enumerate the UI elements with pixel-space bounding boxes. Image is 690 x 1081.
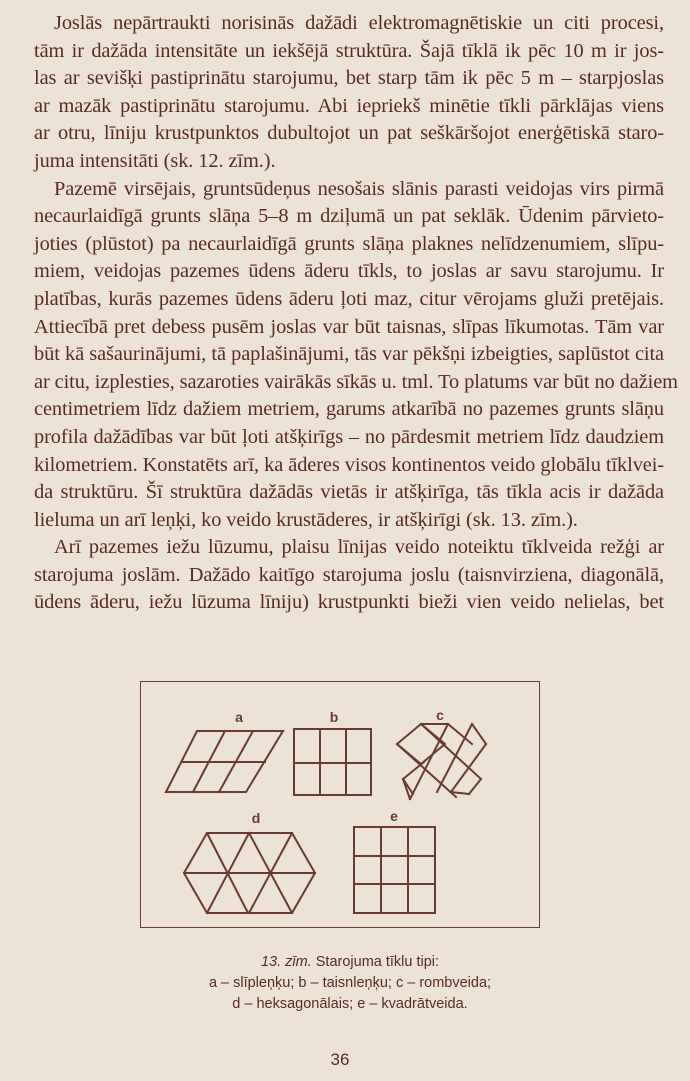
caption-number: 13. zīm. bbox=[260, 954, 312, 970]
grid-c-rhombic bbox=[397, 724, 486, 799]
caption-title-line bbox=[150, 952, 550, 973]
label-e: e bbox=[390, 808, 398, 824]
text-line: Arī pazemes iežu lūzumu, plaisu līnijas veido noteiktu tīklveida režģi ar bbox=[54, 536, 664, 559]
text-line: ar otru, līniju krustpunktos dubultojot un pat seškāršojot enerģētiskā staro- bbox=[34, 122, 664, 145]
grid-e-square bbox=[354, 827, 435, 913]
label-a: a bbox=[235, 709, 243, 725]
caption-title: Starojuma tīklu tipi: bbox=[311, 954, 440, 970]
text-line: centimetriem līdz dažiem metriem, garums atkarībā no pazemes grunts slāņu bbox=[34, 398, 664, 421]
grid-types-diagram bbox=[141, 682, 539, 927]
text-line: Pazemē virsējais, gruntsūdeņus nesošais slānis parasti veidojas virs pirmā bbox=[54, 177, 664, 200]
label-d: d bbox=[251, 810, 261, 826]
text-line: profila dažādības var būt ļoti atšķirīgs – no pārdesmit metriem līdz daudziem bbox=[34, 425, 664, 448]
text-line: ūdens āderu, iežu lūzuma līniju) krustpunkti bieži vien veido nelielas, bet bbox=[34, 591, 664, 614]
text-line: las ar sevišķi pastiprinātu starojumu, bet starp tām ik pēc 5 m – starpjoslas bbox=[34, 67, 664, 90]
text-line: kilometriem. Konstatēts arī, ka āderes visos kontinentos veido globālu tīklvei- bbox=[34, 453, 664, 476]
body-text bbox=[34, 10, 678, 617]
text-line: būt kā sašaurinājumi, tā paplašinājumi, tās var pēkšņi izbeigties, saplūstot cita bbox=[34, 343, 664, 366]
text-line: Joslās nepārtraukti norisinās dažādi elektromagnētiskie un citi procesi, bbox=[54, 12, 664, 34]
text-line: juma intensitāti (sk. 12. zīm.). bbox=[34, 149, 276, 172]
label-b: b bbox=[329, 709, 339, 725]
caption-line-3: d – heksagonālais; e – kvadrātveida. bbox=[232, 996, 468, 1012]
text-line: tām ir dažāda intensitāte un iekšējā struktūra. Šajā tīklā ik pēc 10 m ir jos- bbox=[34, 39, 664, 62]
figure-caption bbox=[150, 952, 550, 1015]
page-number: 36 bbox=[330, 1050, 350, 1069]
text-line: platības, kurās pazemes ūdens āderu ļoti maz, citur vērojams gluži pretējais. bbox=[34, 287, 664, 310]
text-line: ar citu, izplesties, sazaroties vairākās sīkās u. tml. To platums var būt no dažiem bbox=[34, 370, 678, 393]
text-line: necaurlaidīgā grunts slāņa 5–8 m dziļumā un pat seklāk. Ūdenim pārvieto- bbox=[34, 205, 664, 228]
text-line: miem, veidojas pazemes ūdens āderu tīkls, to joslas ar savu starojumu. Ir bbox=[34, 260, 664, 283]
text-line: da struktūru. Šī struktūra dažādās vietās ir atšķirīga, tās tīkla acis ir dažāda bbox=[34, 481, 664, 504]
figure-13-grid-types bbox=[140, 681, 540, 928]
text-line: Attiecībā pret debess pusēm joslas var būt taisnas, slīpas līkumotas. Tām var bbox=[34, 315, 664, 338]
text-line: starojuma joslām. Dažādo kaitīgo starojuma joslu (taisnvirziena, diagonālā, bbox=[34, 563, 664, 586]
label-c: c bbox=[436, 707, 444, 723]
grid-b-rectangular bbox=[294, 729, 371, 795]
grid-d-hexagonal bbox=[184, 833, 315, 913]
grid-a-oblique bbox=[166, 731, 283, 792]
text-line: ar mazāk pastiprinātu starojumu. Abi iepriekš minētie tīkli pārklājas viens bbox=[34, 94, 664, 117]
caption-line-2: a – slīpleņķu; b – taisnleņķu; c – rombveida; bbox=[208, 975, 492, 991]
text-line: joties (plūstot) pa necaurlaidīgā grunts slāņa plaknes nelīdzenumiem, slīpu- bbox=[34, 232, 664, 255]
text-line: lieluma un arī leņķi, ko veido krustāderes, ir atšķirīgi (sk. 13. zīm.). bbox=[34, 508, 578, 531]
